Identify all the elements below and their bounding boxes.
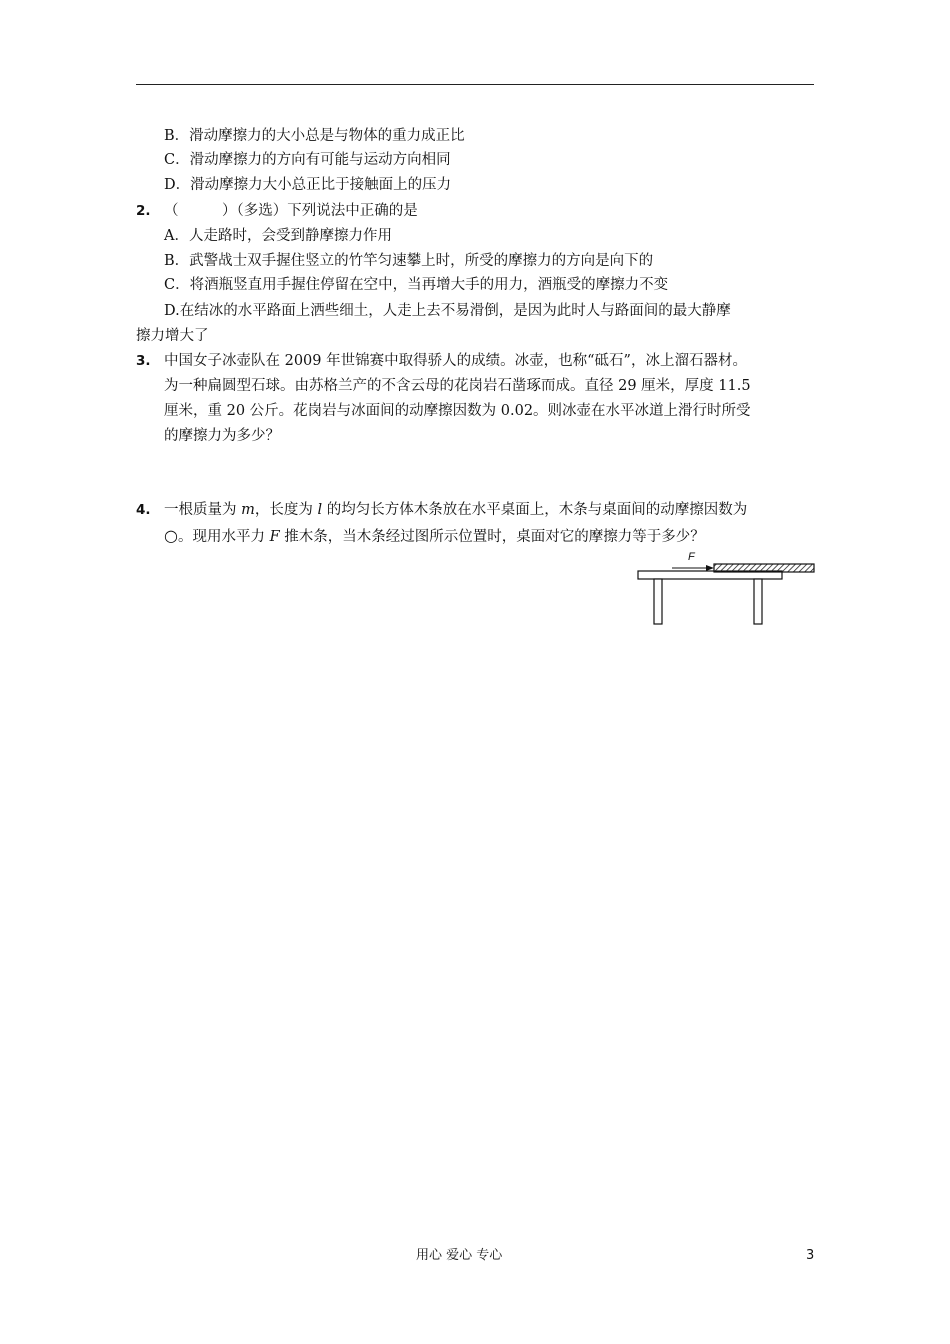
q3-line4: 的摩擦力为多少？	[164, 428, 280, 444]
q1-option-b: B．滑动摩擦力的大小总是与物体的重力成正比	[164, 128, 465, 144]
q4-number: 4.	[136, 502, 151, 518]
q2-number: 2.	[136, 203, 151, 219]
q1-option-c: C．滑动摩擦力的方向有可能与运动方向相同	[164, 152, 451, 168]
force-arrow	[672, 565, 714, 571]
table-leg-left	[654, 579, 662, 624]
q3-line1: 中国女子冰壶队在 2009 年世锦赛中取得骄人的成绩。冰壶，也称“砥石”，冰上溜石器材。	[164, 353, 747, 369]
q2-option-c: C．将酒瓶竖直用手握住停留在空中，当再增大手的用力，酒瓶受的摩擦力不变	[164, 277, 669, 293]
wooden-strip	[714, 564, 814, 572]
footer-slogan: 用心 爱心 专心	[416, 1248, 503, 1263]
q2-option-d-line1: D.在结冰的水平路面上洒些细土，人走上去不易滑倒，是因为此时人与路面间的最大静摩	[164, 303, 731, 319]
q3-line2: 为一种扁圆型石球。由苏格兰产的不含云母的花岗岩石凿琢而成。直径 29 厘米，厚度 11.5	[164, 378, 751, 394]
q4-line2: ○。现用水平力 F 推木条，当木条经过图所示位置时，桌面对它的摩擦力等于多少？	[164, 526, 705, 545]
page-number: 3	[806, 1248, 815, 1263]
q2-option-d-line2: 擦力增大了	[136, 328, 209, 344]
table-figure	[632, 546, 818, 632]
q4-line1: 一根质量为 m，长度为 l 的均匀长方体木条放在水平桌面上，木条与桌面间的动摩擦因数为	[164, 502, 748, 518]
force-label: F	[688, 551, 695, 563]
q2-option-a: A．人走路时，会受到静摩擦力作用	[164, 228, 392, 244]
q2-stem: （ ）（多选）下列说法中正确的是	[164, 203, 418, 219]
q3-line3: 厘米，重 20 公斤。花岗岩与冰面间的动摩擦因数为 0.02。则冰壶在水平冰道上滑行时所受	[164, 403, 751, 419]
q2-option-b: B．武警战士双手握住竖立的竹竿匀速攀上时，所受的摩擦力的方向是向下的	[164, 253, 654, 269]
header-rule	[136, 84, 814, 85]
table-leg-right	[754, 579, 762, 624]
q1-option-d: D．滑动摩擦力大小总正比于接触面上的压力	[164, 177, 452, 193]
mu-symbol: ○	[164, 526, 178, 545]
q3-number: 3.	[136, 353, 151, 369]
